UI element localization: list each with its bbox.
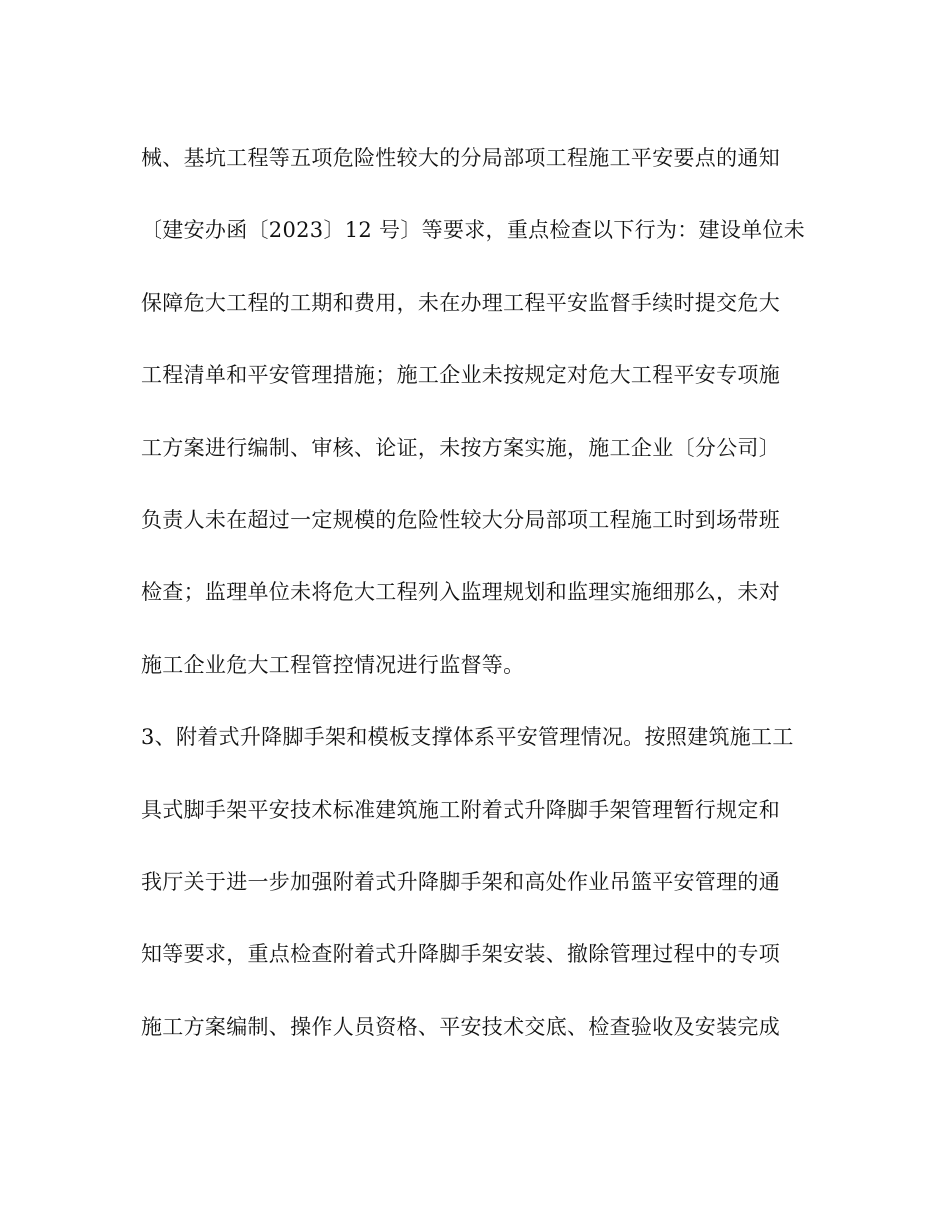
text-line-4: 工程清单和平安管理措施；施工企业未按规定对危大工程平安专项施	[141, 363, 780, 388]
text-line-1: 械、基坑工程等五项危险性较大的分局部项工程施工平安要点的通知	[141, 146, 780, 170]
body-text	[141, 138, 811, 1079]
text-line-8: 施工企业危大工程管控情况进行监督等。	[141, 652, 525, 677]
text-line-10: 具式脚手架平安技术标准建筑施工附着式升降脚手架管理暂行规定和	[141, 797, 780, 822]
text-line-3: 保障危大工程的工期和费用，未在办理工程平安监督手续时提交危大	[141, 290, 780, 315]
text-line-9: 3、附着式升降脚手架和模板支撑体系平安管理情况。按照建筑施工工	[141, 725, 794, 750]
text-line-7: 检查；监理单位未将危大工程列入监理规划和监理实施细那么，未对	[141, 580, 780, 605]
text-line-13: 施工方案编制、操作人员资格、平安技术交底、检查验收及安装完成	[141, 1014, 780, 1039]
text-line-2: 〔建安办函〔2023〕12 号〕等要求，重点检查以下行为：建设单位未	[141, 218, 806, 243]
text-line-6: 负责人未在超过一定规模的危险性较大分局部项工程施工时到场带班	[141, 507, 780, 532]
text-line-5: 工方案进行编制、审核、论证，未按方案实施，施工企业〔分公司〕	[141, 435, 780, 460]
text-line-11: 我厅关于进一步加强附着式升降脚手架和高处作业吊篮平安管理的通	[141, 869, 780, 894]
text-line-12: 知等要求，重点检查附着式升降脚手架安装、撤除管理过程中的专项	[141, 942, 780, 967]
